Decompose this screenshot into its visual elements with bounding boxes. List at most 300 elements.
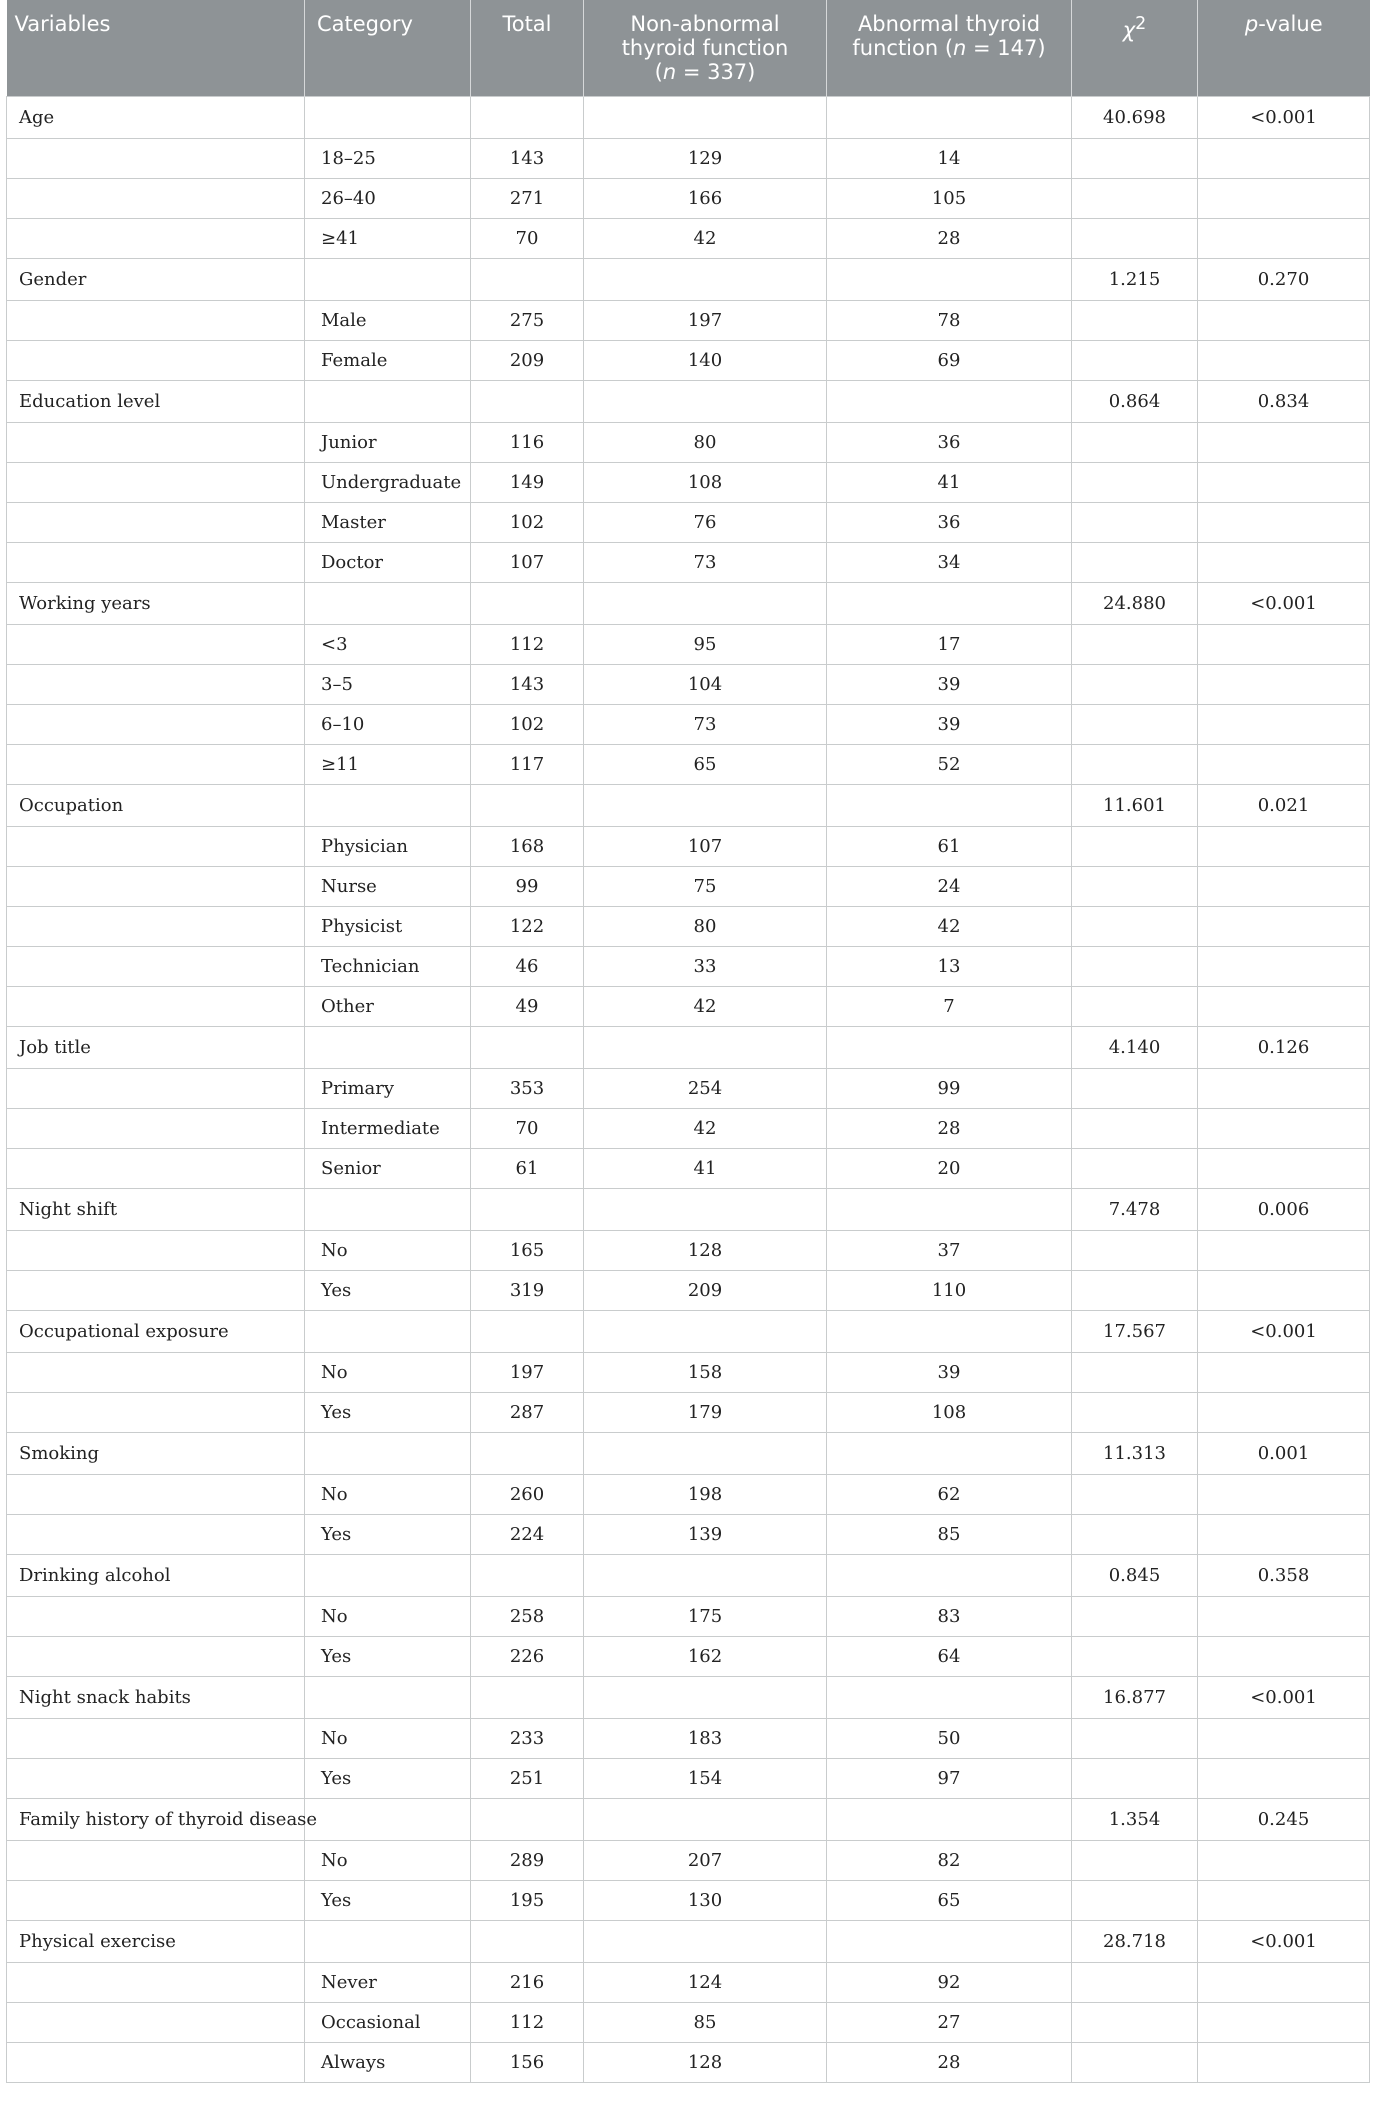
variable-cell [7, 422, 305, 462]
non-abnormal-value: 128 [584, 2042, 827, 2082]
abnormal-value: 39 [827, 704, 1072, 744]
p-value: 0.001 [1198, 1432, 1370, 1474]
variable-cell [7, 1352, 305, 1392]
non-abnormal-value: 42 [584, 986, 827, 1026]
category-cell [305, 1026, 471, 1068]
category-label: Yes [305, 1758, 471, 1798]
non-abnormal-value: 130 [584, 1880, 827, 1920]
total-cell [471, 1432, 584, 1474]
non-abnormal-value: 42 [584, 218, 827, 258]
chi-square-cell [1072, 2042, 1198, 2082]
variable-name: Occupation [7, 784, 305, 826]
p-value-cell [1198, 422, 1370, 462]
chi-square-cell [1072, 1352, 1198, 1392]
non-abnormal-cell [584, 1798, 827, 1840]
header-non-abnormal-count: = 337) [676, 60, 756, 84]
variable-name: Age [7, 96, 305, 138]
p-value-cell [1198, 1068, 1370, 1108]
p-value: <0.001 [1198, 96, 1370, 138]
p-value: <0.001 [1198, 1310, 1370, 1352]
abnormal-cell [827, 1188, 1072, 1230]
non-abnormal-cell [584, 1310, 827, 1352]
data-table [6, 0, 1370, 2083]
p-value: <0.001 [1198, 582, 1370, 624]
table-row [7, 1596, 1370, 1636]
non-abnormal-value: 65 [584, 744, 827, 784]
chi-square-cell [1072, 946, 1198, 986]
variable-cell [7, 138, 305, 178]
p-value-cell [1198, 138, 1370, 178]
chi-square-value: 0.864 [1072, 380, 1198, 422]
table-row [7, 1514, 1370, 1554]
abnormal-value: 69 [827, 340, 1072, 380]
table-row [7, 1230, 1370, 1270]
variable-row [7, 1432, 1370, 1474]
total-value: 195 [471, 1880, 584, 1920]
non-abnormal-cell [584, 96, 827, 138]
p-value-cell [1198, 1230, 1370, 1270]
p-value-cell [1198, 178, 1370, 218]
p-value: 0.021 [1198, 784, 1370, 826]
chi-square-cell [1072, 1392, 1198, 1432]
table-row [7, 826, 1370, 866]
variable-cell [7, 1840, 305, 1880]
non-abnormal-value: 140 [584, 340, 827, 380]
total-value: 165 [471, 1230, 584, 1270]
category-label: Male [305, 300, 471, 340]
category-label: Senior [305, 1148, 471, 1188]
chi-square-cell [1072, 744, 1198, 784]
abnormal-cell [827, 1310, 1072, 1352]
variable-cell [7, 866, 305, 906]
variable-cell [7, 744, 305, 784]
variable-name: Education level [7, 380, 305, 422]
chi-square-value: 16.877 [1072, 1676, 1198, 1718]
variable-cell [7, 340, 305, 380]
non-abnormal-value: 76 [584, 502, 827, 542]
category-cell [305, 1188, 471, 1230]
total-value: 122 [471, 906, 584, 946]
abnormal-value: 83 [827, 1596, 1072, 1636]
p-value: <0.001 [1198, 1676, 1370, 1718]
table-row [7, 744, 1370, 784]
variable-name: Gender [7, 258, 305, 300]
chi-square-value: 28.718 [1072, 1920, 1198, 1962]
variable-name: Family history of thyroid disease [7, 1798, 305, 1840]
total-cell [471, 96, 584, 138]
header-non-abnormal-open: ( [654, 60, 663, 84]
category-label: Doctor [305, 542, 471, 582]
total-value: 233 [471, 1718, 584, 1758]
chi-square-cell [1072, 1068, 1198, 1108]
total-value: 61 [471, 1148, 584, 1188]
variable-name: Working years [7, 582, 305, 624]
abnormal-value: 36 [827, 502, 1072, 542]
abnormal-cell [827, 96, 1072, 138]
chi-square-cell [1072, 1514, 1198, 1554]
chi-square-cell [1072, 826, 1198, 866]
p-value-cell [1198, 866, 1370, 906]
non-abnormal-value: 85 [584, 2002, 827, 2042]
non-abnormal-value: 73 [584, 704, 827, 744]
abnormal-value: 110 [827, 1270, 1072, 1310]
chi-square-value: 1.215 [1072, 258, 1198, 300]
total-value: 216 [471, 1962, 584, 2002]
total-cell [471, 1554, 584, 1596]
variable-cell [7, 1880, 305, 1920]
p-value-cell [1198, 664, 1370, 704]
non-abnormal-cell [584, 1920, 827, 1962]
variable-row [7, 1026, 1370, 1068]
abnormal-value: 37 [827, 1230, 1072, 1270]
table-row [7, 1352, 1370, 1392]
header-abnormal-line2: function ( [852, 36, 954, 60]
abnormal-cell [827, 1554, 1072, 1596]
category-label: No [305, 1596, 471, 1636]
chi-square-cell [1072, 138, 1198, 178]
table-row [7, 462, 1370, 502]
category-label: Yes [305, 1270, 471, 1310]
chi-square-value: 4.140 [1072, 1026, 1198, 1068]
total-value: 107 [471, 542, 584, 582]
header-non-abnormal-line1: Non-abnormal [630, 12, 780, 36]
variable-cell [7, 1636, 305, 1676]
table-body [7, 96, 1370, 2082]
non-abnormal-value: 124 [584, 1962, 827, 2002]
total-value: 112 [471, 2002, 584, 2042]
p-value-cell [1198, 1474, 1370, 1514]
chi-square-cell [1072, 1758, 1198, 1798]
chi-square-cell [1072, 340, 1198, 380]
total-cell [471, 380, 584, 422]
p-value-cell [1198, 2042, 1370, 2082]
abnormal-value: 39 [827, 1352, 1072, 1392]
variable-cell [7, 502, 305, 542]
non-abnormal-cell [584, 1676, 827, 1718]
chi-square-cell [1072, 1840, 1198, 1880]
p-value-cell [1198, 1758, 1370, 1798]
table-row [7, 1148, 1370, 1188]
chi-square-cell [1072, 624, 1198, 664]
chi-square-cell [1072, 1108, 1198, 1148]
p-value-cell [1198, 462, 1370, 502]
variable-cell [7, 542, 305, 582]
category-label: 18–25 [305, 138, 471, 178]
total-value: 251 [471, 1758, 584, 1798]
category-label: Female [305, 340, 471, 380]
category-label: Yes [305, 1636, 471, 1676]
variable-name: Smoking [7, 1432, 305, 1474]
variable-cell [7, 1148, 305, 1188]
header-chi-superscript: 2 [1135, 14, 1147, 34]
category-label: Yes [305, 1880, 471, 1920]
chi-square-cell [1072, 502, 1198, 542]
table-row [7, 542, 1370, 582]
abnormal-value: 108 [827, 1392, 1072, 1432]
category-label: ≥11 [305, 744, 471, 784]
total-value: 289 [471, 1840, 584, 1880]
p-value-cell [1198, 1880, 1370, 1920]
abnormal-value: 61 [827, 826, 1072, 866]
chi-square-cell [1072, 300, 1198, 340]
total-value: 319 [471, 1270, 584, 1310]
non-abnormal-value: 207 [584, 1840, 827, 1880]
chi-square-cell [1072, 1962, 1198, 2002]
p-value-cell [1198, 2002, 1370, 2042]
non-abnormal-value: 80 [584, 422, 827, 462]
chi-square-cell [1072, 462, 1198, 502]
header-chi-symbol: χ [1122, 18, 1136, 42]
variable-name: Occupational exposure [7, 1310, 305, 1352]
abnormal-value: 78 [827, 300, 1072, 340]
table-container [6, 0, 1369, 2083]
table-row [7, 1962, 1370, 2002]
header-variables: Variables [7, 0, 305, 96]
table-row [7, 1392, 1370, 1432]
table-row [7, 946, 1370, 986]
chi-square-cell [1072, 422, 1198, 462]
header-abnormal-n: n [953, 36, 967, 60]
chi-square-cell [1072, 218, 1198, 258]
variable-cell [7, 946, 305, 986]
non-abnormal-value: 158 [584, 1352, 827, 1392]
header-p-letter: p [1244, 12, 1259, 36]
variable-cell [7, 1596, 305, 1636]
variable-cell [7, 1068, 305, 1108]
total-cell [471, 1798, 584, 1840]
p-value-cell [1198, 624, 1370, 664]
variable-row [7, 96, 1370, 138]
header-abnormal-line1: Abnormal thyroid [857, 12, 1041, 36]
variable-name: Night snack habits [7, 1676, 305, 1718]
category-label: Physician [305, 826, 471, 866]
p-value-cell [1198, 946, 1370, 986]
p-value-cell [1198, 704, 1370, 744]
table-row [7, 300, 1370, 340]
chi-square-value: 24.880 [1072, 582, 1198, 624]
p-value-cell [1198, 1718, 1370, 1758]
table-row [7, 1270, 1370, 1310]
abnormal-value: 41 [827, 462, 1072, 502]
chi-square-cell [1072, 1148, 1198, 1188]
abnormal-cell [827, 380, 1072, 422]
abnormal-value: 50 [827, 1718, 1072, 1758]
total-value: 102 [471, 502, 584, 542]
category-cell [305, 258, 471, 300]
non-abnormal-value: 75 [584, 866, 827, 906]
non-abnormal-value: 198 [584, 1474, 827, 1514]
category-label: 3–5 [305, 664, 471, 704]
chi-square-cell [1072, 178, 1198, 218]
category-label: <3 [305, 624, 471, 664]
abnormal-value: 105 [827, 178, 1072, 218]
table-row [7, 1068, 1370, 1108]
abnormal-value: 62 [827, 1474, 1072, 1514]
abnormal-value: 52 [827, 744, 1072, 784]
variable-name: Job title [7, 1026, 305, 1068]
table-row [7, 866, 1370, 906]
p-value: 0.126 [1198, 1026, 1370, 1068]
variable-cell [7, 704, 305, 744]
variable-cell [7, 986, 305, 1026]
total-value: 156 [471, 2042, 584, 2082]
non-abnormal-value: 128 [584, 1230, 827, 1270]
total-value: 49 [471, 986, 584, 1026]
header-row [7, 0, 1370, 96]
category-label: Always [305, 2042, 471, 2082]
p-value-cell [1198, 744, 1370, 784]
total-value: 209 [471, 340, 584, 380]
category-label: Primary [305, 1068, 471, 1108]
p-value: 0.245 [1198, 1798, 1370, 1840]
table-row [7, 2002, 1370, 2042]
total-value: 287 [471, 1392, 584, 1432]
non-abnormal-value: 104 [584, 664, 827, 704]
total-value: 260 [471, 1474, 584, 1514]
non-abnormal-cell [584, 1188, 827, 1230]
header-p-value [1198, 0, 1370, 96]
variable-cell [7, 906, 305, 946]
non-abnormal-value: 42 [584, 1108, 827, 1148]
chi-square-cell [1072, 1474, 1198, 1514]
chi-square-value: 1.354 [1072, 1798, 1198, 1840]
variable-cell [7, 178, 305, 218]
abnormal-cell [827, 582, 1072, 624]
chi-square-value: 7.478 [1072, 1188, 1198, 1230]
table-row [7, 704, 1370, 744]
abnormal-value: 27 [827, 2002, 1072, 2042]
table-row [7, 138, 1370, 178]
abnormal-value: 64 [827, 1636, 1072, 1676]
abnormal-cell [827, 1432, 1072, 1474]
category-cell [305, 1920, 471, 1962]
chi-square-cell [1072, 1596, 1198, 1636]
variable-cell [7, 1230, 305, 1270]
table-row [7, 664, 1370, 704]
table-row [7, 624, 1370, 664]
category-label: No [305, 1840, 471, 1880]
total-value: 271 [471, 178, 584, 218]
non-abnormal-value: 95 [584, 624, 827, 664]
category-label: No [305, 1230, 471, 1270]
variable-row [7, 1554, 1370, 1596]
chi-square-cell [1072, 906, 1198, 946]
total-value: 143 [471, 138, 584, 178]
variable-row [7, 784, 1370, 826]
variable-row [7, 1920, 1370, 1962]
non-abnormal-value: 139 [584, 1514, 827, 1554]
abnormal-value: 65 [827, 1880, 1072, 1920]
header-abnormal-count: = 147) [966, 36, 1046, 60]
category-label: Occasional [305, 2002, 471, 2042]
header-p-rest: -value [1258, 12, 1323, 36]
non-abnormal-value: 73 [584, 542, 827, 582]
category-label: 26–40 [305, 178, 471, 218]
non-abnormal-value: 80 [584, 906, 827, 946]
variable-row [7, 1676, 1370, 1718]
non-abnormal-value: 254 [584, 1068, 827, 1108]
category-cell [305, 1554, 471, 1596]
chi-square-value: 17.567 [1072, 1310, 1198, 1352]
table-row [7, 1108, 1370, 1148]
p-value-cell [1198, 340, 1370, 380]
variable-row [7, 258, 1370, 300]
category-cell [305, 380, 471, 422]
p-value-cell [1198, 1596, 1370, 1636]
variable-cell [7, 1474, 305, 1514]
total-cell [471, 1026, 584, 1068]
variable-row [7, 1310, 1370, 1352]
abnormal-value: 99 [827, 1068, 1072, 1108]
category-label: No [305, 1352, 471, 1392]
non-abnormal-value: 129 [584, 138, 827, 178]
abnormal-cell [827, 1026, 1072, 1068]
table-row [7, 1636, 1370, 1676]
p-value-cell [1198, 300, 1370, 340]
chi-square-cell [1072, 1636, 1198, 1676]
variable-row [7, 1188, 1370, 1230]
non-abnormal-cell [584, 1432, 827, 1474]
non-abnormal-value: 33 [584, 946, 827, 986]
category-cell [305, 1432, 471, 1474]
variable-cell [7, 1108, 305, 1148]
category-label: 6–10 [305, 704, 471, 744]
non-abnormal-value: 108 [584, 462, 827, 502]
p-value-cell [1198, 502, 1370, 542]
chi-square-value: 11.313 [1072, 1432, 1198, 1474]
header-category: Category [305, 0, 471, 96]
p-value-cell [1198, 1270, 1370, 1310]
category-cell [305, 1310, 471, 1352]
abnormal-cell [827, 1676, 1072, 1718]
chi-square-cell [1072, 1718, 1198, 1758]
header-total: Total [471, 0, 584, 96]
variable-cell [7, 1962, 305, 2002]
chi-square-cell [1072, 1230, 1198, 1270]
p-value-cell [1198, 218, 1370, 258]
chi-square-cell [1072, 1880, 1198, 1920]
variable-cell [7, 2002, 305, 2042]
total-cell [471, 582, 584, 624]
total-value: 275 [471, 300, 584, 340]
category-cell [305, 1798, 471, 1840]
variable-cell [7, 1392, 305, 1432]
abnormal-value: 17 [827, 624, 1072, 664]
category-label: No [305, 1718, 471, 1758]
abnormal-cell [827, 1920, 1072, 1962]
non-abnormal-value: 183 [584, 1718, 827, 1758]
variable-cell [7, 218, 305, 258]
category-label: Undergraduate [305, 462, 471, 502]
variable-cell [7, 2042, 305, 2082]
abnormal-value: 97 [827, 1758, 1072, 1798]
category-label: Never [305, 1962, 471, 2002]
total-cell [471, 784, 584, 826]
category-label: Junior [305, 422, 471, 462]
total-value: 143 [471, 664, 584, 704]
chi-square-cell [1072, 986, 1198, 1026]
table-row [7, 1840, 1370, 1880]
total-value: 168 [471, 826, 584, 866]
non-abnormal-value: 197 [584, 300, 827, 340]
non-abnormal-value: 166 [584, 178, 827, 218]
variable-cell [7, 1758, 305, 1798]
p-value-cell [1198, 1514, 1370, 1554]
total-value: 46 [471, 946, 584, 986]
p-value: 0.270 [1198, 258, 1370, 300]
header-non-abnormal [584, 0, 827, 96]
p-value-cell [1198, 906, 1370, 946]
